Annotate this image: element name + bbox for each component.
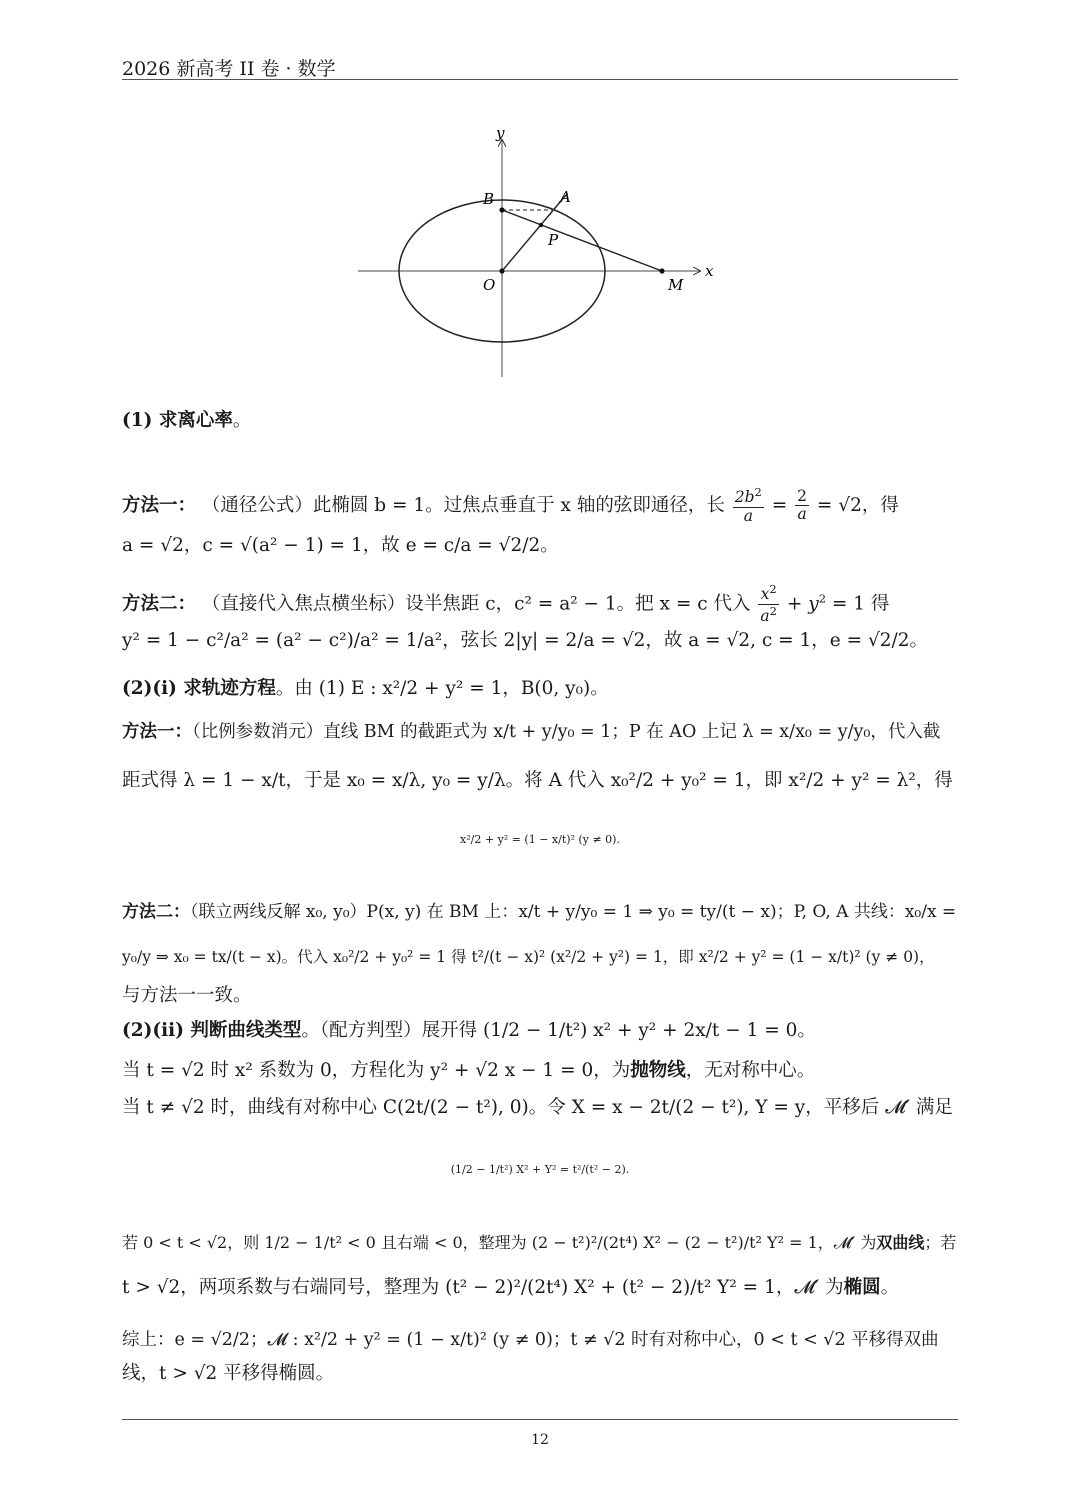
q1-heading (122, 410, 251, 432)
q2ii-text: 。（配方判型）展开得 (1/2 − 1/t²) x² + y² + 2x/t − 1 = 0。 (301, 1020, 816, 1041)
case1-bold: 抛物线 (630, 1060, 686, 1081)
label-a: A (560, 188, 571, 206)
q1-m1-text: （通径公式）此椭圆 b = 1。过焦点垂直于 x 轴的弦即通径，长 (201, 494, 725, 516)
q2i-m1-text1: （比例参数消元）直线 BM 的截距式为 x/t + y/y₀ = 1；P 在 AO 上记 λ = x/x₀ = y/y₀，代入截 (192, 722, 941, 742)
header-rule (122, 79, 958, 80)
q1-m2-line1: 方法二： （直接代入焦点横坐标）设半焦距 c，c² = a² − 1。把 x = c 代入 $\frac{x^2}{a^2}$ + $y^2 = 1$ 得 (122, 582, 890, 626)
label-x: x (705, 262, 714, 280)
q2ii-title: (2)(ii) 判断曲线类型 (122, 1020, 302, 1041)
summary-line1: 综上：e = √2/2；𝓜 : x²/2 + y² = (1 − x/t)² (y ≠ 0)；t ≠ √2 时有对称中心，0 < t < √2 平移得双曲 (122, 1330, 939, 1350)
q2ii-heading (122, 1020, 816, 1042)
page-header: 2026 新高考 II 卷 · 数学 (122, 58, 336, 80)
q1-title: (1) 求离心率 (122, 410, 233, 431)
label-y: y (496, 124, 505, 142)
q1-m2-label: 方法二： (122, 593, 197, 615)
q2i-text: 。由 (1) E : x²/2 + y² = 1，B(0, y₀)。 (275, 678, 609, 699)
q1-m1-line2: a = √2，c = √(a² − 1) = 1，故 e = c/a = √2/2。 (122, 535, 559, 556)
q2i-m2-text1: （联立两线反解 x₀, y₀）P(x, y) 在 BM 上：x/t + y/y₀ = 1 ⇒ y₀ = ty/(t − x)；P, O, A 共线：x₀/x = (190, 902, 957, 922)
q1-m1-line1: 方法一： （通径公式）此椭圆 b = 1。过焦点垂直于 x 轴的弦即通径，长 $\frac{2b^2}{a}$ = $\frac{2}{a}$ = √2，得 (122, 485, 899, 525)
q2i-title: (2)(i) 求轨迹方程 (122, 678, 276, 699)
case-parabola (122, 1060, 815, 1082)
case3-pre: 若 0 < t < √2，则 1/2 − 1/t² < 0 且右端 < 0，整理为 (2 − t²)²/(2t⁴) X² − (2 − t²)/t² Y² = 1，𝓜′ 为 (122, 1233, 877, 1252)
label-o: O (483, 276, 496, 294)
label-p: P (548, 231, 559, 249)
segment-bm (502, 210, 662, 271)
case4-pre: t > √2，两项系数与右端同号，整理为 (t² − 2)²/(2t⁴) X² + (t² − 2)/t² Y² = 1，𝓜′ 为 (122, 1277, 844, 1298)
q2i-m1-line1 (122, 722, 940, 743)
q2i-heading (122, 678, 609, 700)
case-ellipse (122, 1277, 899, 1299)
case-hyperbola (122, 1233, 956, 1252)
ellipse-figure (350, 118, 730, 383)
case1-post: ，无对称中心。 (685, 1060, 816, 1081)
q1-m2-text: （直接代入焦点横坐标）设半焦距 c，c² = a² − 1。把 x = c 代入 (201, 593, 751, 615)
q2i-m2-label: 方法二： (122, 902, 190, 922)
case4-post: 。 (880, 1277, 900, 1298)
case-center: 当 t ≠ √2 时，曲线有对称中心 C(2t/(2 − t²), 0)。令 X = x − 2t/(2 − t²), Y = y，平移后 𝓜′ 满足 (122, 1097, 953, 1118)
point-p (539, 223, 543, 227)
label-m: M (668, 276, 684, 294)
case3-post: ；若 (924, 1233, 957, 1252)
q2i-m2-line2: y₀/y ⇒ x₀ = tx/(t − x)。代入 x₀²/2 + y₀² = 1 得 t²/(t − x)² (x²/2 + y²) = 1，即 x²/2 + y² = (1 − x/t)² (y ≠ 0)， (122, 948, 935, 966)
q2i-m2-line1 (122, 902, 956, 922)
point-b (499, 207, 504, 212)
q2i-display-equation: x²/2 + y² = (1 − x/t)² (y ≠ 0). (460, 833, 620, 846)
q2i-m1-line2: 距式得 λ = 1 − x/t，于是 x₀ = x/λ, y₀ = y/λ。将 A 代入 x₀²/2 + y₀² = 1，即 x²/2 + y² = λ²，得 (122, 770, 953, 791)
case1-pre: 当 t = √2 时 x² 系数为 0，方程化为 y² + √2 x − 1 = 0，为 (122, 1060, 631, 1081)
q1-m1-label: 方法一： (122, 494, 197, 516)
q2ii-display-equation: (1/2 − 1/t²) X² + Y² = t²/(t² − 2). (450, 1163, 630, 1176)
footer-rule (122, 1419, 958, 1420)
summary-line2: 线，t > √2 平移得椭圆。 (122, 1363, 335, 1384)
label-b: B (483, 190, 495, 208)
q2i-m2-line3: 与方法一一致。 (122, 985, 252, 1006)
q1-m2-line2: y² = 1 − c²/a² = (a² − c²)/a² = 1/a²，弦长 2|y| = 2/a = √2，故 a = √2, c = 1，e = √2/2。 (122, 630, 929, 651)
q1-title-end: 。 (232, 410, 252, 431)
point-m (659, 268, 664, 273)
point-o (499, 268, 504, 273)
q2i-m1-label: 方法一： (122, 722, 192, 742)
page-number: 12 (531, 1432, 549, 1448)
case4-bold: 椭圆 (843, 1277, 881, 1298)
case3-bold: 双曲线 (876, 1233, 925, 1252)
